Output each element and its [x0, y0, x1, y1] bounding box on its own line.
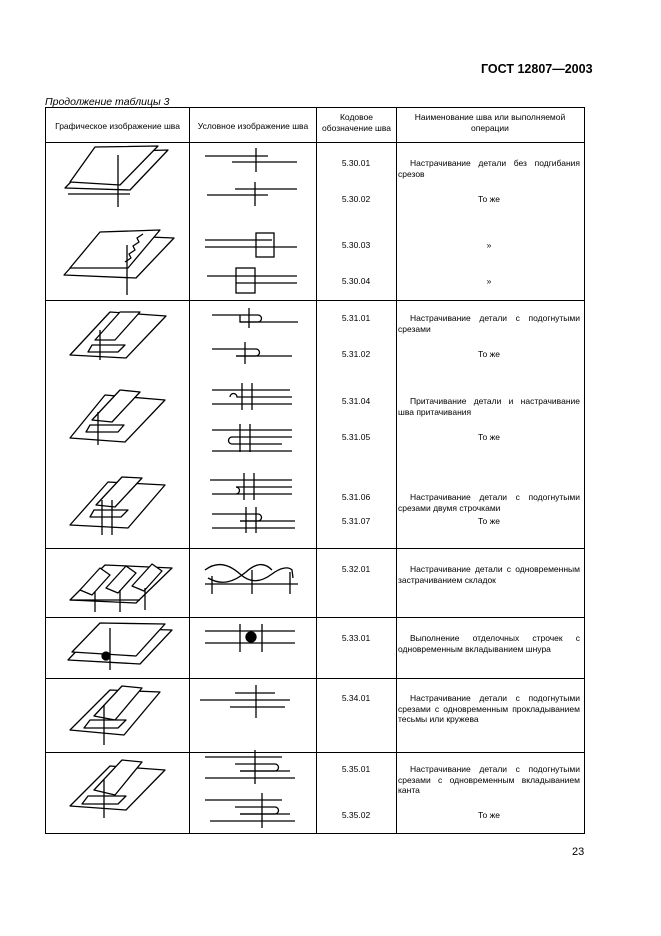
seam-description: То же — [477, 516, 501, 526]
seam-code: 5.35.01 — [341, 764, 371, 774]
seam-symbol-5-31-04 — [212, 383, 292, 410]
seam-description: » — [486, 276, 492, 286]
seam-symbol-5-35-02 — [205, 793, 295, 828]
seam-description: Выполнение отделочных строчек с одновременным вкладыванием шнура — [398, 633, 580, 654]
column-header-symbol: Условное изображение шва — [197, 121, 309, 131]
seam-symbol-5-31-07 — [212, 507, 295, 533]
table-continuation-caption: Продолжение таблицы 3 — [45, 96, 170, 108]
column-header-graphic: Графическое изображение шва — [55, 121, 180, 131]
seam-description: Настрачивание детали с подогнутыми срезами двумя строчками — [398, 492, 580, 513]
seam-code: 5.33.01 — [341, 633, 371, 643]
seam-symbol-5-32-01 — [205, 564, 298, 594]
seam-symbol-5-31-05 — [212, 424, 292, 452]
seam-symbol-5-30-01 — [205, 148, 297, 172]
seam-symbol-5-35-01 — [205, 750, 295, 784]
seam-description: То же — [477, 432, 501, 442]
seam-symbol-5-31-02 — [212, 342, 292, 364]
seam-code: 5.32.01 — [341, 564, 371, 574]
seam-symbol-5-31-01 — [212, 308, 298, 328]
seam-description: Настрачивание детали с подогнутыми срезами с одновременным вкладыванием канта — [398, 764, 580, 795]
seam-code: 5.30.02 — [341, 194, 371, 204]
seam-code: 5.30.03 — [341, 240, 371, 250]
seam-code: 5.30.04 — [341, 276, 371, 286]
seam-code: 5.34.01 — [341, 693, 371, 703]
seam-symbol-5-30-04 — [207, 268, 297, 293]
seam-description: Настрачивание детали без подгибания срезов — [398, 158, 580, 179]
seam-description: Настрачивание детали с подогнутыми срезами — [398, 313, 580, 334]
seam-symbol-5-33-01 — [205, 624, 295, 652]
column-header-name: Наименование шва или выполняемой операции — [414, 112, 566, 133]
seam-code: 5.30.01 — [341, 158, 371, 168]
seam-code: 5.31.07 — [341, 516, 371, 526]
seam-symbol-5-31-06 — [210, 473, 292, 500]
seam-description: То же — [477, 194, 501, 204]
seam-code: 5.35.02 — [341, 810, 371, 820]
seam-description: То же — [477, 349, 501, 359]
seam-code: 5.31.05 — [341, 432, 371, 442]
seam-code: 5.31.01 — [341, 313, 371, 323]
standard-number: ГОСТ 12807—2003 — [481, 62, 593, 76]
seam-symbol-5-34-01 — [200, 685, 290, 718]
seam-description: » — [486, 240, 492, 250]
seam-symbol-5-30-02 — [207, 182, 297, 206]
seam-description: То же — [477, 810, 501, 820]
seam-symbol-5-30-03 — [205, 233, 297, 257]
seam-description: Настрачивание детали с одновременным застрачиванием складок — [398, 564, 580, 585]
seam-code: 5.31.02 — [341, 349, 371, 359]
page-number: 23 — [572, 846, 585, 858]
column-header-code: Кодовое обозначение шва — [321, 112, 391, 133]
seam-code: 5.31.04 — [341, 396, 371, 406]
seam-description: Настрачивание детали с подогнутыми срезами с одновременным прокладыванием тесьмы или кружева — [398, 693, 580, 724]
seam-code: 5.31.06 — [341, 492, 371, 502]
seam-description: Притачивание детали и настрачивание шва притачивания — [398, 396, 580, 417]
